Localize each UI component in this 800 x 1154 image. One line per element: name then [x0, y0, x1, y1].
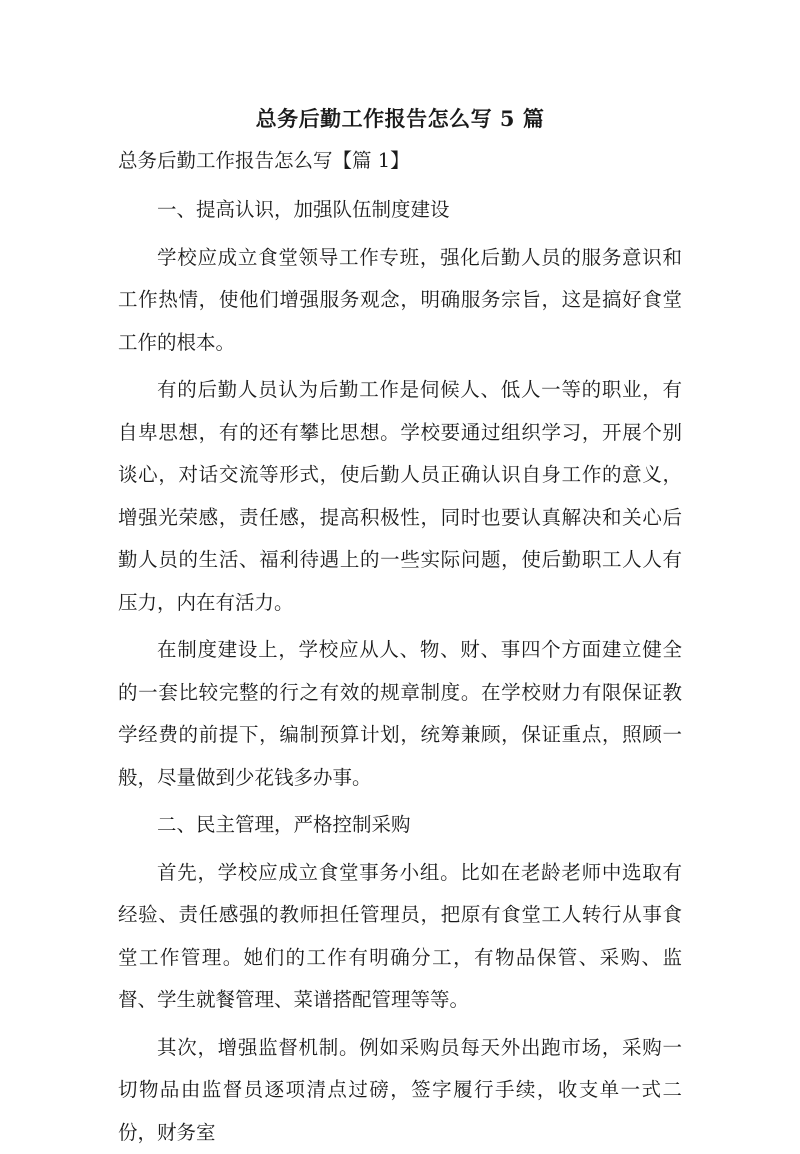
section-subtitle: 总务后勤工作报告怎么写【篇 1】: [118, 146, 682, 176]
paragraph: 在制度建设上，学校应从人、物、财、事四个方面建立健全的一套比较完整的行之有效的规章制度。在学校财力有限保证教学经费的前提下，编制预算计划，统筹兼顾，保证重点，照顾一般，尽量做到少花钱多办事。: [118, 629, 682, 799]
paragraph: 首先，学校应成立食堂事务小组。比如在老龄老师中选取有经验、责任感强的教师担任管理员，把原有食堂工人转行从事食堂工作管理。她们的工作有明确分工，有物品保管、采购、监督、学生就餐管理、菜谱搭配管理等等。: [118, 852, 682, 1022]
paragraph: 学校应成立食堂领导工作专班，强化后勤人员的服务意识和工作热情，使他们增强服务观念，明确服务宗旨，这是搞好食堂工作的根本。: [118, 237, 682, 365]
paragraph: 有的后勤人员认为后勤工作是伺候人、低人一等的职业，有自卑思想，有的还有攀比思想。学校要通过组织学习，开展个别谈心，对话交流等形式，使后勤人员正确认识自身工作的意义，增强光荣感，责任感，提高积极性，同时也要认真解决和关心后勤人员的生活、福利待遇上的一些实际问题，使后勤职工人人有压力，内在有活力。: [118, 369, 682, 624]
section-heading-2: 二、民主管理，严格控制采购: [118, 804, 682, 847]
document-title: 总务后勤工作报告怎么写 5 篇: [118, 104, 682, 134]
section-heading-1: 一、提高认识，加强队伍制度建设: [118, 189, 682, 232]
paragraph: 其次，增强监督机制。例如采购员每天外出跑市场，采购一切物品由监督员逐项清点过磅，签字履行手续，收支单一式二份，财务室: [118, 1027, 682, 1154]
